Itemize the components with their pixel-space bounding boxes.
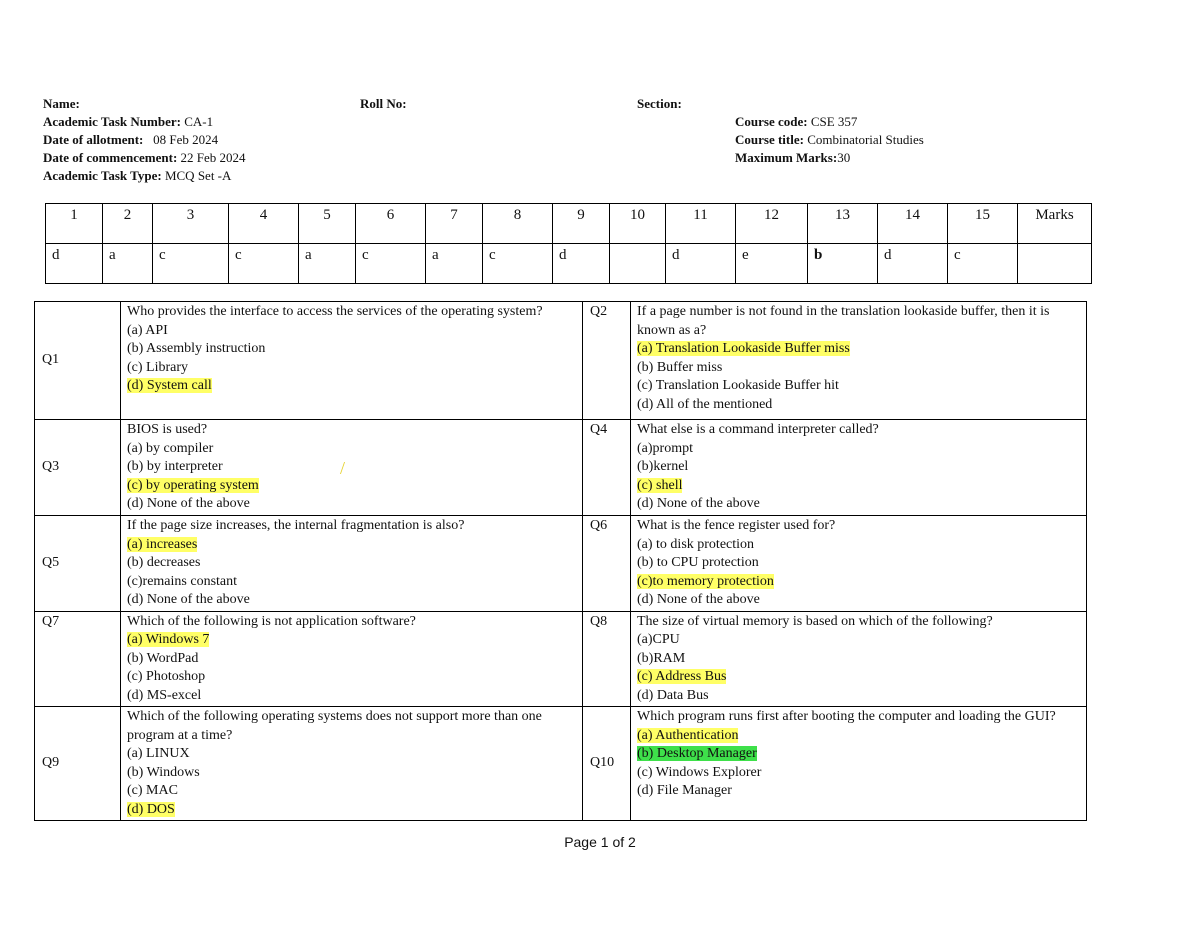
question-cell bbox=[631, 420, 1087, 516]
highlighted-option: (d) DOS bbox=[127, 801, 175, 817]
course-title-label: Course title: bbox=[735, 132, 804, 147]
question-cell bbox=[631, 302, 1087, 420]
option: (a) to disk protection bbox=[637, 536, 755, 552]
highlighted-option: (a) Windows 7 bbox=[127, 632, 210, 647]
question-row bbox=[35, 302, 1087, 420]
question-number: Q7 bbox=[35, 611, 121, 707]
question-row bbox=[35, 707, 1087, 821]
option: (d) None of the above bbox=[127, 496, 250, 511]
question-text: If the page size increases, the internal fragmentation is also? bbox=[127, 518, 465, 533]
task-type-label: Academic Task Type: bbox=[43, 168, 162, 183]
highlighted-option: (a) increases bbox=[127, 536, 198, 552]
option: (c)remains constant bbox=[127, 573, 238, 589]
question-number: Q9 bbox=[35, 707, 121, 821]
highlighted-option-green: (b) Desktop Manager bbox=[637, 746, 757, 761]
stray-mark: / bbox=[340, 458, 346, 478]
answer-header-cell: Marks bbox=[1018, 204, 1092, 244]
answer-table-answer-row bbox=[46, 244, 1092, 284]
answer-cell: c bbox=[948, 244, 1018, 284]
option: (d) File Manager bbox=[637, 783, 732, 798]
answer-header-cell: 11 bbox=[666, 204, 736, 244]
option: (b) Assembly instruction bbox=[127, 341, 266, 356]
question-text: Which program runs first after booting the computer and loading the GUI? bbox=[637, 709, 1056, 724]
question-cell bbox=[121, 302, 583, 420]
answer-cell: c bbox=[229, 244, 299, 284]
answer-header-cell: 14 bbox=[878, 204, 948, 244]
option: (d) All of the mentioned bbox=[637, 396, 773, 412]
option: (c) MAC bbox=[127, 783, 178, 798]
question-number: Q2 bbox=[583, 302, 631, 420]
question-text: Which of the following operating systems does not support more than one program at a time? bbox=[127, 709, 542, 743]
max-marks-label: Maximum Marks: bbox=[735, 150, 838, 165]
highlighted-option: (c)to memory protection bbox=[637, 573, 774, 589]
answer-header-cell: 13 bbox=[808, 204, 878, 244]
question-number: Q10 bbox=[583, 707, 631, 821]
question-number: Q3 bbox=[35, 420, 121, 516]
answer-header-cell: 10 bbox=[610, 204, 666, 244]
header-right bbox=[735, 113, 924, 167]
answer-header-cell: 12 bbox=[736, 204, 808, 244]
rollno-label: Roll No: bbox=[360, 96, 407, 111]
answer-header-cell: 8 bbox=[483, 204, 553, 244]
question-row bbox=[35, 611, 1087, 707]
option: (a) LINUX bbox=[127, 746, 190, 761]
option: (d) MS-excel bbox=[127, 687, 202, 703]
answer-header-cell: 2 bbox=[103, 204, 153, 244]
question-cell bbox=[121, 611, 583, 707]
answer-header-cell: 9 bbox=[553, 204, 610, 244]
highlighted-option: (c) shell bbox=[637, 477, 683, 493]
answer-header-cell: 1 bbox=[46, 204, 103, 244]
course-title: Combinatorial Studies bbox=[807, 132, 924, 147]
answer-header-cell: 6 bbox=[356, 204, 426, 244]
question-cell bbox=[121, 420, 583, 516]
questions-table bbox=[34, 301, 1087, 821]
option: (b) Buffer miss bbox=[637, 359, 723, 375]
answer-cell: d bbox=[666, 244, 736, 284]
question-number: Q6 bbox=[583, 516, 631, 612]
answer-header-cell: 3 bbox=[153, 204, 229, 244]
question-number: Q1 bbox=[35, 302, 121, 420]
answer-cell bbox=[1018, 244, 1092, 284]
answer-cell: e bbox=[736, 244, 808, 284]
header-section bbox=[637, 95, 682, 113]
option: (a)CPU bbox=[637, 632, 680, 647]
question-number: Q8 bbox=[583, 611, 631, 707]
option: (b) by interpreter bbox=[127, 459, 223, 474]
option: (b) to CPU protection bbox=[637, 555, 759, 570]
header-left bbox=[43, 95, 246, 185]
question-cell bbox=[121, 707, 583, 821]
option: (b)RAM bbox=[637, 650, 686, 666]
question-cell bbox=[121, 516, 583, 612]
option: (c) Translation Lookaside Buffer hit bbox=[637, 378, 839, 393]
option: (b) WordPad bbox=[127, 650, 199, 666]
answer-cell: c bbox=[153, 244, 229, 284]
option: (c) Windows Explorer bbox=[637, 764, 762, 780]
question-number: Q5 bbox=[35, 516, 121, 612]
answer-cell: a bbox=[103, 244, 153, 284]
question-cell bbox=[631, 707, 1087, 821]
answer-table bbox=[45, 203, 1092, 284]
option: (a)prompt bbox=[637, 440, 693, 456]
highlighted-option: (c) by operating system bbox=[127, 477, 259, 493]
question-text: Who provides the interface to access the services of the operating system? bbox=[127, 304, 543, 319]
allotment-label: Date of allotment: bbox=[43, 132, 144, 147]
max-marks: 30 bbox=[837, 150, 851, 165]
answer-cell: d bbox=[553, 244, 610, 284]
section-label: Section: bbox=[637, 96, 682, 111]
option: (c) Photoshop bbox=[127, 669, 206, 684]
header-rollno bbox=[360, 95, 407, 113]
option: (d) None of the above bbox=[637, 496, 760, 511]
question-text: What else is a command interpreter called? bbox=[637, 422, 879, 437]
question-text: What is the fence register used for? bbox=[637, 518, 836, 533]
question-cell bbox=[631, 611, 1087, 707]
allotment-date: 08 Feb 2024 bbox=[153, 132, 219, 147]
option: (b)kernel bbox=[637, 459, 689, 474]
highlighted-option: (a) Translation Lookaside Buffer miss bbox=[637, 341, 850, 356]
task-number: CA-1 bbox=[184, 114, 214, 129]
task-type: MCQ Set -A bbox=[164, 168, 232, 183]
name-label: Name: bbox=[43, 96, 80, 111]
answer-header-cell: 15 bbox=[948, 204, 1018, 244]
answer-cell: a bbox=[299, 244, 356, 284]
question-text: If a page number is not found in the translation lookaside buffer, then it is known as a? bbox=[637, 304, 1050, 338]
option: (c) Library bbox=[127, 359, 189, 375]
answer-cell: c bbox=[483, 244, 553, 284]
answer-header-cell: 5 bbox=[299, 204, 356, 244]
answer-header-cell: 4 bbox=[229, 204, 299, 244]
question-text: Which of the following is not application software? bbox=[127, 613, 416, 629]
highlighted-option: (d) System call bbox=[127, 378, 212, 393]
page-footer: Page 1 of 2 bbox=[564, 834, 636, 850]
answer-cell bbox=[610, 244, 666, 284]
commencement-label: Date of commencement: bbox=[43, 150, 178, 165]
question-text: BIOS is used? bbox=[127, 422, 208, 437]
answer-header-cell: 7 bbox=[426, 204, 483, 244]
question-number: Q4 bbox=[583, 420, 631, 516]
question-text: The size of virtual memory is based on which of the following? bbox=[637, 613, 993, 629]
highlighted-option: (a) Authentication bbox=[637, 727, 739, 743]
option: (d) None of the above bbox=[637, 592, 760, 607]
option: (b) decreases bbox=[127, 555, 201, 570]
option: (a) API bbox=[127, 322, 168, 338]
answer-cell: c bbox=[356, 244, 426, 284]
question-row bbox=[35, 420, 1087, 516]
option: (d) None of the above bbox=[127, 592, 250, 607]
answer-cell: a bbox=[426, 244, 483, 284]
highlighted-option: (c) Address Bus bbox=[637, 669, 727, 684]
answer-cell: b bbox=[808, 244, 878, 284]
option: (a) by compiler bbox=[127, 440, 214, 456]
answer-table-header-row bbox=[46, 204, 1092, 244]
course-code-label: Course code: bbox=[735, 114, 808, 129]
task-number-label: Academic Task Number: bbox=[43, 114, 181, 129]
answer-cell: d bbox=[878, 244, 948, 284]
question-cell bbox=[631, 516, 1087, 612]
option: (d) Data Bus bbox=[637, 687, 709, 703]
course-code: CSE 357 bbox=[810, 114, 858, 129]
option: (b) Windows bbox=[127, 764, 200, 780]
commencement-date: 22 Feb 2024 bbox=[180, 150, 246, 165]
answer-cell: d bbox=[46, 244, 103, 284]
question-row bbox=[35, 516, 1087, 612]
